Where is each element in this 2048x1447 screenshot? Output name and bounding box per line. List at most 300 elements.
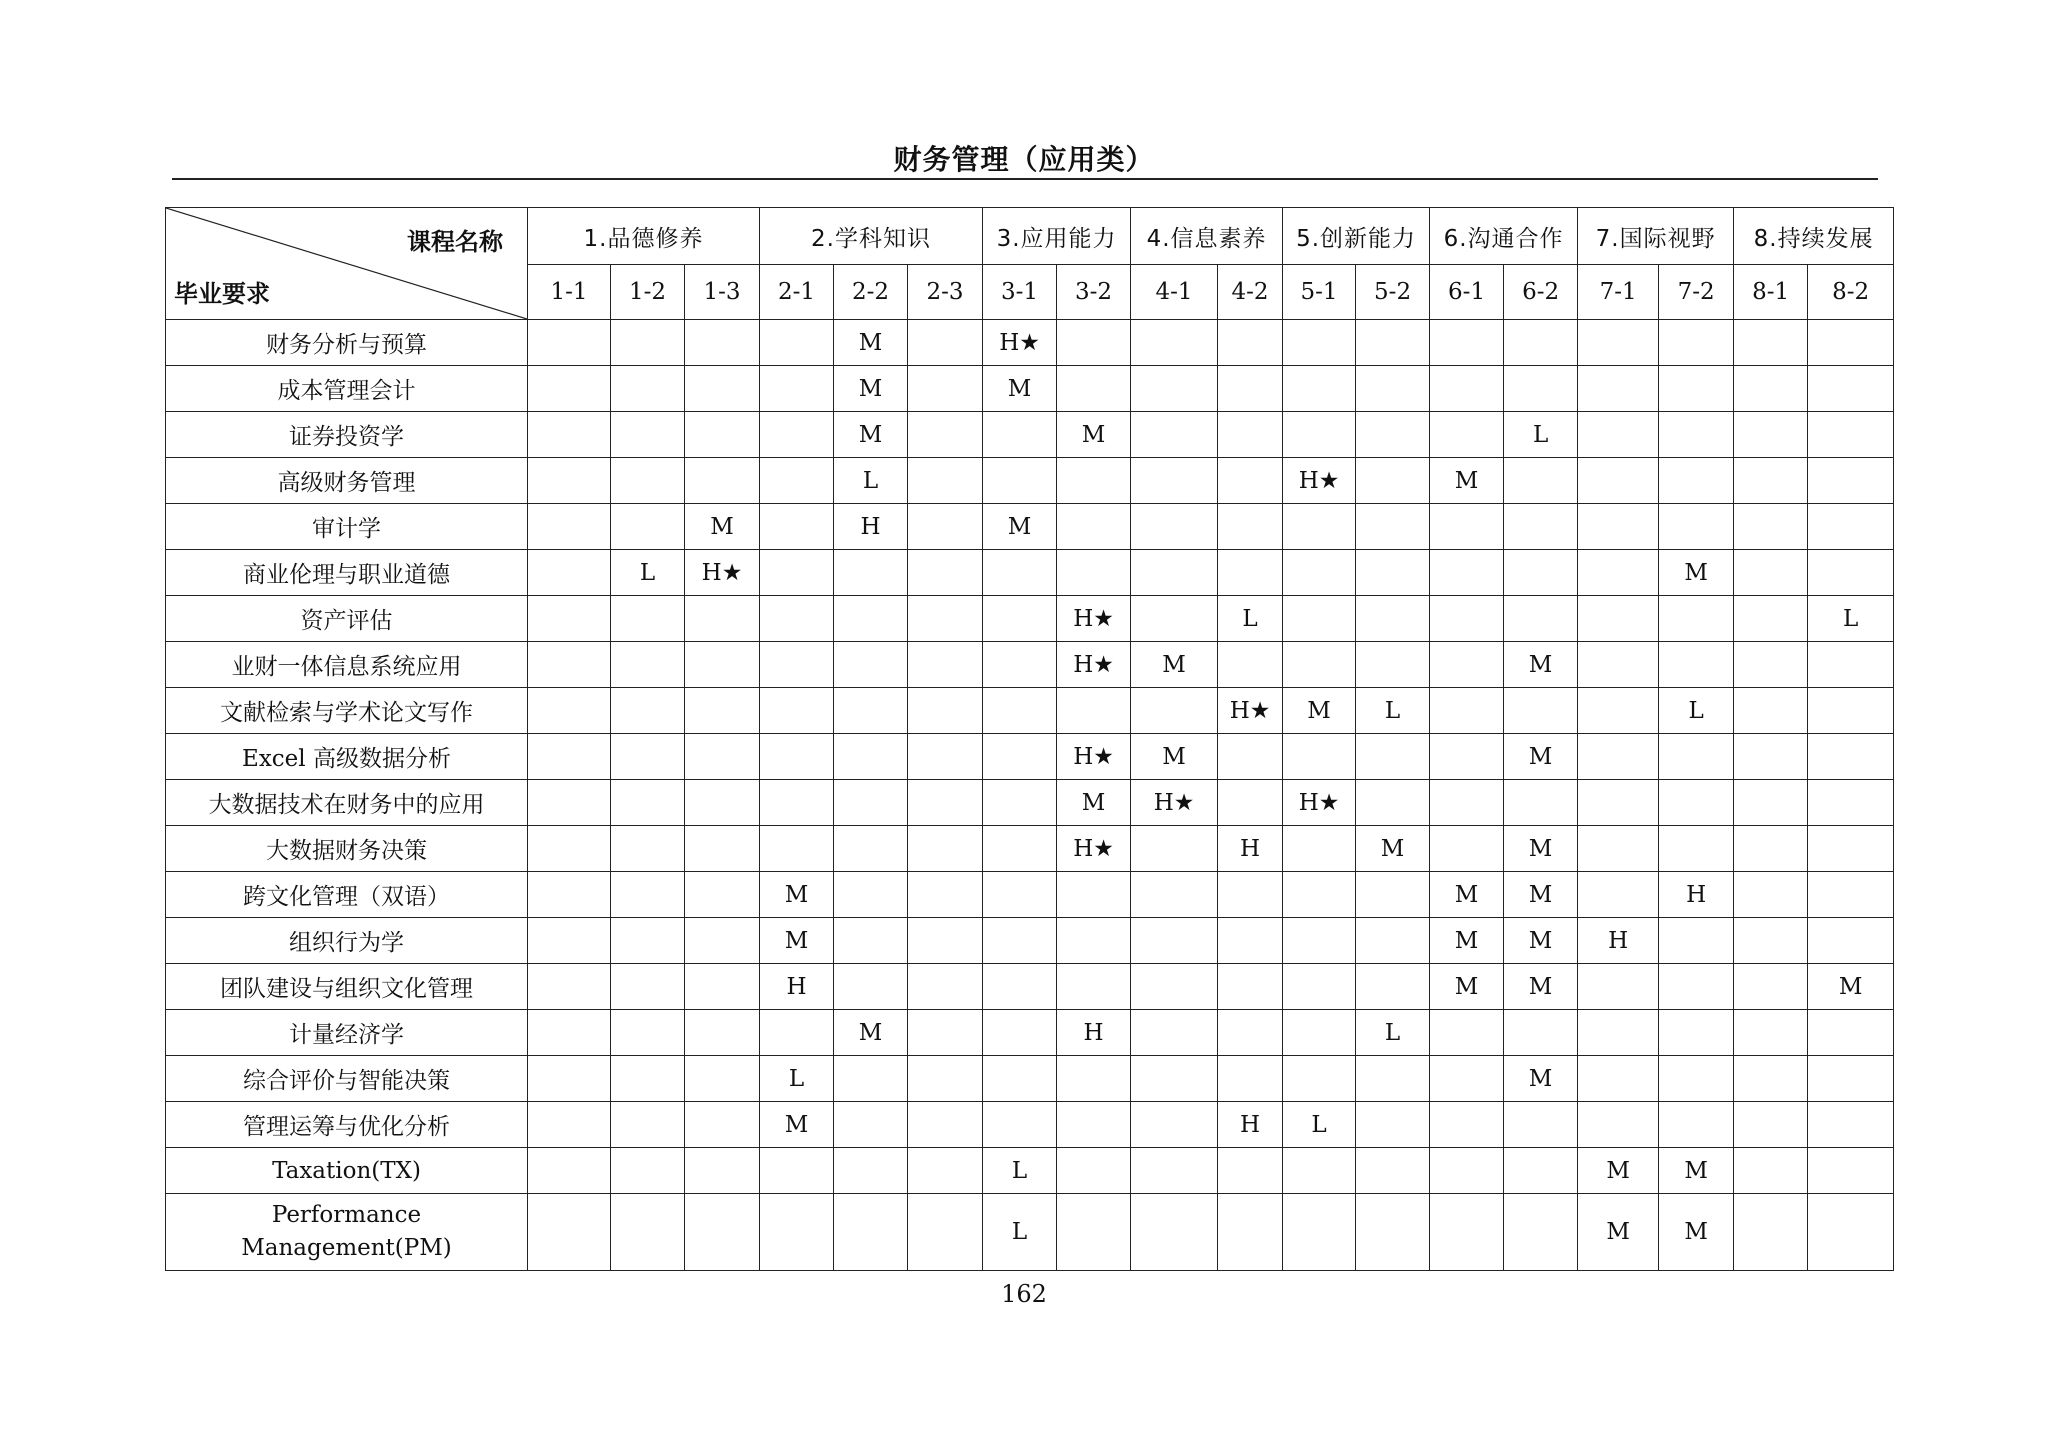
support-level-cell (834, 780, 908, 826)
subcolumn-header: 5-1 (1283, 265, 1356, 320)
subcolumn-header: 4-2 (1218, 265, 1283, 320)
support-level-cell: M (1504, 734, 1578, 780)
support-level-cell (1734, 642, 1808, 688)
support-level-cell (834, 918, 908, 964)
support-level-cell (685, 872, 760, 918)
support-level-cell (528, 918, 611, 964)
support-level-cell (1734, 458, 1808, 504)
support-level-cell (528, 780, 611, 826)
table-row (166, 1194, 1894, 1271)
support-level-cell (685, 1148, 760, 1194)
support-level-cell (528, 366, 611, 412)
support-level-cell: H (760, 964, 834, 1010)
support-level-cell (685, 1010, 760, 1056)
support-level-cell (611, 780, 685, 826)
table-row (166, 688, 1894, 734)
support-level-cell (1283, 596, 1356, 642)
group-header-row (166, 208, 1894, 265)
support-level-cell (760, 1194, 834, 1271)
support-level-cell (1808, 412, 1894, 458)
support-level-cell: H (834, 504, 908, 550)
support-level-cell (1734, 320, 1808, 366)
support-level-cell (1131, 918, 1218, 964)
support-level-cell: H★ (1057, 826, 1131, 872)
support-level-cell (1131, 1194, 1218, 1271)
support-level-cell: L (1218, 596, 1283, 642)
support-level-cell (1734, 826, 1808, 872)
support-level-cell (1430, 550, 1504, 596)
support-level-cell (528, 872, 611, 918)
subcolumn-header: 6-2 (1504, 265, 1578, 320)
support-level-cell (528, 412, 611, 458)
support-level-cell (1356, 1148, 1430, 1194)
support-level-cell (685, 964, 760, 1010)
support-level-cell: M (1659, 550, 1734, 596)
support-level-cell (1430, 1194, 1504, 1271)
support-level-cell (611, 918, 685, 964)
course-requirements-matrix (165, 207, 1894, 1271)
support-level-cell (1504, 1194, 1578, 1271)
support-level-cell (1734, 550, 1808, 596)
support-level-cell (908, 1148, 983, 1194)
support-level-cell (1578, 596, 1659, 642)
support-level-cell: H★ (1131, 780, 1218, 826)
support-level-cell (1283, 504, 1356, 550)
support-level-cell (611, 872, 685, 918)
support-level-cell (908, 504, 983, 550)
support-level-cell (1218, 320, 1283, 366)
table-row (166, 918, 1894, 964)
subcolumn-header: 2-3 (908, 265, 983, 320)
course-name-cell: 团队建设与组织文化管理 (166, 964, 528, 1010)
course-name-cell: 文献检索与学术论文写作 (166, 688, 528, 734)
support-level-cell (983, 550, 1057, 596)
support-level-cell (760, 596, 834, 642)
support-level-cell (760, 366, 834, 412)
support-level-cell (1734, 964, 1808, 1010)
support-level-cell (1578, 688, 1659, 734)
support-level-cell (983, 1010, 1057, 1056)
support-level-cell: H★ (1057, 642, 1131, 688)
support-level-cell (1218, 1194, 1283, 1271)
support-level-cell (1218, 504, 1283, 550)
table-row (166, 320, 1894, 366)
table-row (166, 734, 1894, 780)
support-level-cell (983, 412, 1057, 458)
support-level-cell: L (834, 458, 908, 504)
course-name-header: 课程名称 (407, 228, 503, 256)
support-level-cell (760, 642, 834, 688)
support-level-cell (1659, 458, 1734, 504)
support-level-cell (1356, 780, 1430, 826)
table-row (166, 872, 1894, 918)
subcolumn-header: 1-2 (611, 265, 685, 320)
table-row (166, 596, 1894, 642)
support-level-cell (983, 872, 1057, 918)
support-level-cell (1283, 1148, 1356, 1194)
support-level-cell (1356, 550, 1430, 596)
group-header: 5.创新能力 (1283, 208, 1430, 265)
support-level-cell (908, 1194, 983, 1271)
support-level-cell (1218, 550, 1283, 596)
support-level-cell (1808, 1056, 1894, 1102)
support-level-cell: M (834, 1010, 908, 1056)
support-level-cell (528, 826, 611, 872)
support-level-cell (908, 734, 983, 780)
course-name-cell: 审计学 (166, 504, 528, 550)
support-level-cell: H (1578, 918, 1659, 964)
support-level-cell: H★ (1057, 734, 1131, 780)
course-name-cell: 大数据技术在财务中的应用 (166, 780, 528, 826)
course-name-cell: 成本管理会计 (166, 366, 528, 412)
support-level-cell (1504, 688, 1578, 734)
support-level-cell (1659, 320, 1734, 366)
support-level-cell: L (983, 1148, 1057, 1194)
support-level-cell: M (983, 366, 1057, 412)
support-level-cell (1659, 964, 1734, 1010)
support-level-cell (1808, 688, 1894, 734)
support-level-cell (1057, 458, 1131, 504)
course-name-cell: 高级财务管理 (166, 458, 528, 504)
support-level-cell (1131, 320, 1218, 366)
support-level-cell (1578, 872, 1659, 918)
support-level-cell (1430, 1010, 1504, 1056)
support-level-cell (1283, 1194, 1356, 1271)
support-level-cell (611, 1056, 685, 1102)
support-level-cell: M (1504, 964, 1578, 1010)
support-level-cell (1057, 688, 1131, 734)
support-level-cell (528, 596, 611, 642)
support-level-cell (1218, 1056, 1283, 1102)
support-level-cell (528, 1148, 611, 1194)
support-level-cell (1218, 642, 1283, 688)
support-level-cell: M (1057, 780, 1131, 826)
support-level-cell (1218, 412, 1283, 458)
support-level-cell (1430, 412, 1504, 458)
support-level-cell (834, 1102, 908, 1148)
table-row (166, 550, 1894, 596)
subcolumn-header: 7-1 (1578, 265, 1659, 320)
support-level-cell (528, 550, 611, 596)
support-level-cell (1734, 688, 1808, 734)
support-level-cell (1578, 1056, 1659, 1102)
support-level-cell (1430, 780, 1504, 826)
support-level-cell (1808, 458, 1894, 504)
support-level-cell (1430, 366, 1504, 412)
support-level-cell (834, 550, 908, 596)
support-level-cell (1430, 642, 1504, 688)
support-level-cell (1218, 872, 1283, 918)
support-level-cell: M (1504, 1056, 1578, 1102)
support-level-cell (1283, 366, 1356, 412)
title-rule (172, 178, 1878, 180)
support-level-cell (1131, 688, 1218, 734)
support-level-cell (1057, 1056, 1131, 1102)
support-level-cell (1057, 320, 1131, 366)
support-level-cell (1808, 320, 1894, 366)
support-level-cell (1283, 964, 1356, 1010)
support-level-cell (1283, 872, 1356, 918)
support-level-cell (1659, 596, 1734, 642)
support-level-cell (760, 734, 834, 780)
support-level-cell (983, 688, 1057, 734)
support-level-cell (611, 1194, 685, 1271)
support-level-cell (1430, 688, 1504, 734)
support-level-cell (983, 458, 1057, 504)
support-level-cell (908, 964, 983, 1010)
support-level-cell (1734, 596, 1808, 642)
support-level-cell (1218, 366, 1283, 412)
group-header: 2.学科知识 (760, 208, 983, 265)
support-level-cell (1057, 918, 1131, 964)
group-header: 4.信息素养 (1131, 208, 1283, 265)
support-level-cell (1131, 826, 1218, 872)
support-level-cell (1356, 964, 1430, 1010)
table-row (166, 1010, 1894, 1056)
group-header: 3.应用能力 (983, 208, 1131, 265)
support-level-cell (685, 596, 760, 642)
support-level-cell (1430, 596, 1504, 642)
course-name-cell: 资产评估 (166, 596, 528, 642)
corner-header-cell (166, 208, 528, 320)
support-level-cell (528, 504, 611, 550)
support-level-cell: L (1356, 1010, 1430, 1056)
support-level-cell (1734, 734, 1808, 780)
support-level-cell (1131, 1102, 1218, 1148)
group-header: 6.沟通合作 (1430, 208, 1578, 265)
table-row (166, 780, 1894, 826)
support-level-cell (760, 320, 834, 366)
support-level-cell (760, 504, 834, 550)
subcolumn-header: 1-1 (528, 265, 611, 320)
support-level-cell (1356, 458, 1430, 504)
support-level-cell: L (760, 1056, 834, 1102)
support-level-cell (1057, 1102, 1131, 1148)
support-level-cell (1430, 826, 1504, 872)
support-level-cell: M (1659, 1194, 1734, 1271)
support-level-cell (1131, 412, 1218, 458)
support-level-cell (611, 458, 685, 504)
support-level-cell (528, 1010, 611, 1056)
course-name-cell: 综合评价与智能决策 (166, 1056, 528, 1102)
support-level-cell (834, 1056, 908, 1102)
support-level-cell (983, 1056, 1057, 1102)
support-level-cell (611, 412, 685, 458)
group-header: 1.品德修养 (528, 208, 760, 265)
support-level-cell (1578, 504, 1659, 550)
support-level-cell (1504, 1148, 1578, 1194)
support-level-cell (528, 320, 611, 366)
course-name-cell: 业财一体信息系统应用 (166, 642, 528, 688)
support-level-cell (1734, 1148, 1808, 1194)
support-level-cell (1057, 504, 1131, 550)
support-level-cell (685, 458, 760, 504)
support-level-cell (1283, 320, 1356, 366)
support-level-cell (1283, 412, 1356, 458)
support-level-cell (834, 826, 908, 872)
support-level-cell (1659, 1010, 1734, 1056)
support-level-cell: M (983, 504, 1057, 550)
support-level-cell (1131, 458, 1218, 504)
support-level-cell: H (1218, 1102, 1283, 1148)
table-row (166, 642, 1894, 688)
support-level-cell: M (1430, 964, 1504, 1010)
support-level-cell (1430, 504, 1504, 550)
support-level-cell (834, 1148, 908, 1194)
support-level-cell (760, 412, 834, 458)
subcolumn-header: 3-2 (1057, 265, 1131, 320)
support-level-cell (1057, 872, 1131, 918)
support-level-cell (1356, 366, 1430, 412)
support-level-cell (760, 1148, 834, 1194)
course-name-cell: 组织行为学 (166, 918, 528, 964)
support-level-cell (1504, 1102, 1578, 1148)
document-title: 财务管理（应用类） (893, 143, 1155, 176)
support-level-cell (1734, 1010, 1808, 1056)
support-level-cell (528, 964, 611, 1010)
support-level-cell: M (834, 366, 908, 412)
support-level-cell (1218, 458, 1283, 504)
support-level-cell (1131, 1056, 1218, 1102)
support-level-cell (1504, 366, 1578, 412)
support-level-cell (1430, 320, 1504, 366)
support-level-cell (1131, 504, 1218, 550)
subcolumn-header: 1-3 (685, 265, 760, 320)
subcolumn-header: 7-2 (1659, 265, 1734, 320)
support-level-cell: M (1057, 412, 1131, 458)
support-level-cell (611, 688, 685, 734)
support-level-cell (908, 596, 983, 642)
support-level-cell: H★ (1283, 780, 1356, 826)
support-level-cell (1808, 504, 1894, 550)
support-level-cell (908, 688, 983, 734)
support-level-cell: M (1283, 688, 1356, 734)
support-level-cell (1659, 504, 1734, 550)
support-level-cell (983, 918, 1057, 964)
support-level-cell (1356, 734, 1430, 780)
support-level-cell (1356, 918, 1430, 964)
graduation-requirement-header: 毕业要求 (174, 280, 270, 308)
support-level-cell (1578, 964, 1659, 1010)
support-level-cell: L (1504, 412, 1578, 458)
support-level-cell (1131, 872, 1218, 918)
support-level-cell (1734, 780, 1808, 826)
support-level-cell (1808, 872, 1894, 918)
support-level-cell (1659, 412, 1734, 458)
support-level-cell (1356, 412, 1430, 458)
support-level-cell (1131, 596, 1218, 642)
support-level-cell (1734, 918, 1808, 964)
support-level-cell (1734, 412, 1808, 458)
support-level-cell (685, 734, 760, 780)
support-level-cell (1734, 1102, 1808, 1148)
support-level-cell (1808, 918, 1894, 964)
support-level-cell (908, 1010, 983, 1056)
support-level-cell (1659, 1102, 1734, 1148)
support-level-cell (611, 1148, 685, 1194)
support-level-cell (1356, 320, 1430, 366)
support-level-cell (908, 918, 983, 964)
table-row (166, 412, 1894, 458)
support-level-cell (760, 826, 834, 872)
support-level-cell (1659, 734, 1734, 780)
subcolumn-header: 8-2 (1808, 265, 1894, 320)
support-level-cell (1659, 642, 1734, 688)
support-level-cell (1659, 1056, 1734, 1102)
support-level-cell (983, 1102, 1057, 1148)
support-level-cell (1808, 550, 1894, 596)
support-level-cell: M (760, 1102, 834, 1148)
support-level-cell: M (834, 320, 908, 366)
table-row (166, 458, 1894, 504)
support-level-cell (611, 366, 685, 412)
table-row (166, 504, 1894, 550)
support-level-cell: H (1659, 872, 1734, 918)
support-level-cell (611, 596, 685, 642)
support-level-cell (1734, 872, 1808, 918)
support-level-cell (1734, 1056, 1808, 1102)
support-level-cell (1504, 596, 1578, 642)
support-level-cell (1578, 734, 1659, 780)
support-level-cell (1734, 1194, 1808, 1271)
support-level-cell (685, 1194, 760, 1271)
table-row (166, 366, 1894, 412)
support-level-cell (1283, 1010, 1356, 1056)
support-level-cell (1578, 1102, 1659, 1148)
support-level-cell: H (1057, 1010, 1131, 1056)
support-level-cell (1356, 642, 1430, 688)
support-level-cell (1578, 412, 1659, 458)
support-level-cell: L (983, 1194, 1057, 1271)
support-level-cell (760, 780, 834, 826)
support-level-cell (834, 596, 908, 642)
support-level-cell (1218, 1148, 1283, 1194)
support-level-cell (1578, 642, 1659, 688)
group-header: 7.国际视野 (1578, 208, 1734, 265)
table-row (166, 964, 1894, 1010)
support-level-cell (1356, 1194, 1430, 1271)
support-level-cell: L (1356, 688, 1430, 734)
support-level-cell (685, 1056, 760, 1102)
support-level-cell (611, 1102, 685, 1148)
course-name-cell: 大数据财务决策 (166, 826, 528, 872)
support-level-cell (1356, 1056, 1430, 1102)
support-level-cell: M (1504, 826, 1578, 872)
support-level-cell (834, 1194, 908, 1271)
support-level-cell (834, 688, 908, 734)
support-level-cell (983, 642, 1057, 688)
support-level-cell (908, 412, 983, 458)
support-level-cell (1808, 1194, 1894, 1271)
support-level-cell (1504, 504, 1578, 550)
support-level-cell (1578, 1010, 1659, 1056)
support-level-cell (1659, 366, 1734, 412)
support-level-cell (1057, 550, 1131, 596)
support-level-cell (1430, 1148, 1504, 1194)
support-level-cell (1356, 1102, 1430, 1148)
support-level-cell (1218, 918, 1283, 964)
support-level-cell (1283, 734, 1356, 780)
course-name-cell: 商业伦理与职业道德 (166, 550, 528, 596)
support-level-cell: M (1808, 964, 1894, 1010)
support-level-cell: M (1430, 458, 1504, 504)
support-level-cell: H★ (1218, 688, 1283, 734)
support-level-cell: M (1131, 642, 1218, 688)
support-level-cell (611, 826, 685, 872)
table-row (166, 1148, 1894, 1194)
support-level-cell (611, 320, 685, 366)
support-level-cell (1504, 320, 1578, 366)
